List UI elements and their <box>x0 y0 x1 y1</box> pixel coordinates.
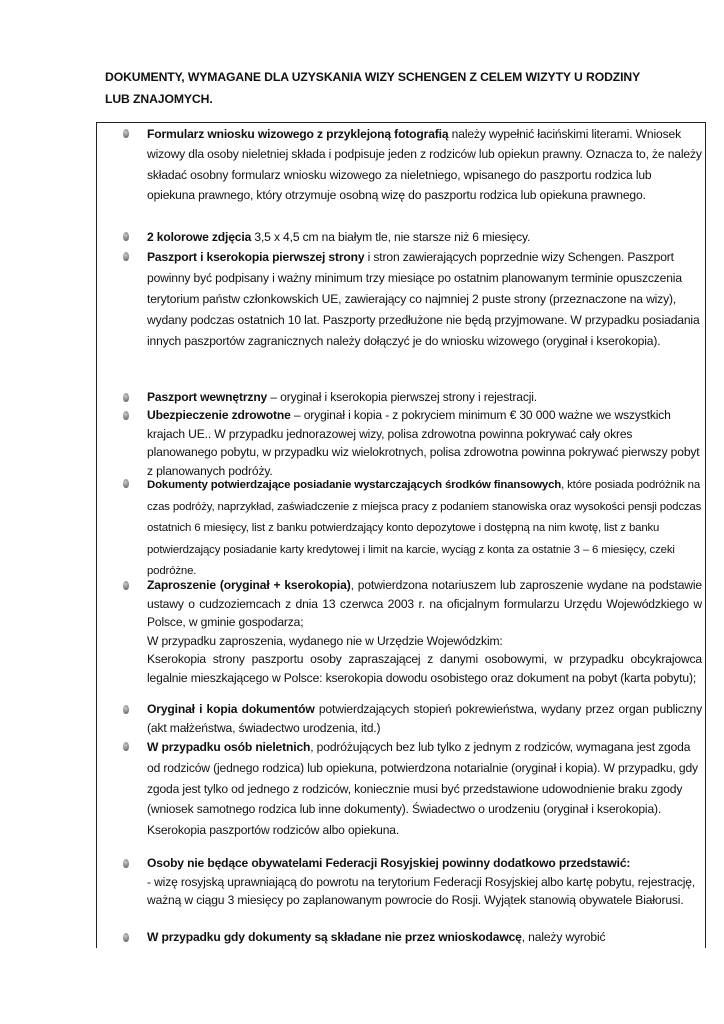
list-item-internal-passport <box>147 388 702 407</box>
item-heading: Paszport wewnętrzny <box>147 390 268 404</box>
item-heading: Zaproszenie (oryginał + kserokopia) <box>147 578 351 592</box>
list-item-minors <box>147 737 702 841</box>
bullet-icon <box>123 252 129 261</box>
item-heading: Oryginał i kopia dokumentów <box>147 702 315 716</box>
list-item-third-party-submission <box>147 928 702 947</box>
list-item-invitation <box>147 576 702 688</box>
item-text: – oryginał i kopia - z pokryciem minimum € 30 000 ważne we wszystkich krajach UE.. W przypadku jednorazowej wizy, polisa zdrowotna powinna pokrywać cały okres planowanego pobytu, w przypadku wiz wielokrotnych, polisa zdrowotna powinna pokrywać pierwszy pobyt z planowanych podróży. <box>147 408 700 478</box>
item-text: - wizę rosyjską uprawniającą do powrotu na terytorium Federacji Rosyjskiej albo kartę pobytu, rejestrację, ważną w ciągu 3 miesięcy po zaplanowanym powrocie do Rosji. Wyjątek stanowią obywatele Białorusi. <box>147 874 696 908</box>
list-item-financial-means <box>147 474 702 582</box>
item-heading: Formularz wniosku wizowego z przyklejoną fotografią <box>147 127 449 141</box>
item-heading: 2 kolorowe zdjęcia <box>147 230 252 244</box>
bullet-icon <box>123 479 129 488</box>
bullet-icon <box>123 232 129 241</box>
bullet-icon <box>123 129 129 138</box>
list-item-kinship-documents <box>147 700 702 737</box>
bullet-icon <box>123 742 129 751</box>
item-text: i stron zawierających poprzednie wizy Schengen. Paszport powinny być podpisany i ważny minimum trzy miesiące po ostatnim planowanym terminie opuszczenia terytorium państw członkowskich UE, zawierający co najmniej 2 puste strony (przeznaczone na wizy), wydany podczas ostatnich 10 lat. Paszporty przedłużone nie będą przyjmowane. W przypadku posiadania innych paszportów zagranicznych należy dołączyć je do wniosku wizowego (oryginał i kserokopia). <box>147 250 700 348</box>
item-heading: W przypadku gdy dokumenty są składane nie przez wnioskodawcę <box>147 930 522 944</box>
bullet-icon <box>123 581 129 590</box>
item-heading: Paszport i kserokopia pierwszej strony <box>147 250 365 264</box>
bullet-icon <box>123 705 129 714</box>
item-heading: W przypadku osób nieletnich <box>147 740 311 754</box>
item-text: należy wypełnić łacińskimi literami. Wniosek wizowy dla osoby nieletniej składa i podpisuje jeden z rodziców lub opiekun prawny. Oznacza to, że należy składać osobny formularz wniosku wizowego za nieletniego, wpisanego do paszportu rodzica lub opiekuna prawnego, który otrzymuje osobną wizę do paszportu rodzica lub opiekuna prawnego. <box>147 127 702 203</box>
item-text: , podróżujących bez lub tylko z jednym z rodziców, wymagana jest zgoda od rodziców (jednego rodzica) lub opiekuna, potwierdzona notarialnie (oryginał i kopia). W przypadku, gdy zgoda jest tylko od jednego z rodziców, koniecznie musi być przedstawione udowodnienie braku zgody (wniosek samotnego rodzica lub inne dokumenty). Świadectwo o urodzeniu (oryginał i kserokopia). Kserokopia paszportów rodziców albo opiekuna. <box>147 740 698 838</box>
requirements-box <box>96 122 706 948</box>
item-text-tertiary: Kserokopia strony paszportu osoby zapraszającej z danymi osobowymi, w przypadku obcykrajowca legalnie mieszkającego w Polsce: kserokopia dowodu osobistego oraz dokument na pobyt (karta pobytu); <box>147 652 702 685</box>
bullet-icon <box>123 393 129 402</box>
list-item-application-form <box>147 124 702 206</box>
item-heading: Ubezpieczenie zdrowotne <box>147 408 291 422</box>
item-text: – oryginał i kserokopia pierwszej strony i rejestracji. <box>267 390 538 404</box>
item-text: 3,5 x 4,5 cm na białym tle, nie starsze niż 6 miesięcy. <box>251 230 531 244</box>
page-title: DOKUMENTY, WYMAGANE DLA UZYSKANIA WIZY SCHENGEN Z CELEM WIZYTY U RODZINY LUB ZNAJOMYCH. <box>105 70 640 106</box>
bullet-icon <box>123 411 129 420</box>
list-item-photos <box>147 227 702 247</box>
item-text-secondary: W przypadku zaproszenia, wydanego nie w Urzędzie Wojewódzkim: <box>147 633 503 648</box>
item-text: , które posiada podróżnik na czas podróży, naprzykład, zaświadczenie z miejsca pracy z podaniem stanowiska oraz wysokości pensji podczas ostatnich 6 miesięcy, list z banku potwierdzający konto depozytowe i dostępną na nim kwotę, list z banku potwierdzający posiadanie karty kredytowej i limit na karcie, wyciąg z konta za ostatnie 3 – 6 miesięcy, czeki podróżne. <box>147 479 702 578</box>
bullet-icon <box>123 859 129 868</box>
item-text: , potwierdzona notariuszem lub zaproszenie wydane na podstawie ustawy o cudzoziemcach z dnia 13 czerwca 2003 r. na oficjalnym formularzu Urzędu Wojewódzkiego w Polsce, w gminie gospodarza; <box>147 578 702 630</box>
bullet-icon <box>123 933 129 942</box>
item-heading: Osoby nie będące obywatelami Federacji Rosyjskiej powinny dodatkowo przedstawić: <box>147 856 631 870</box>
item-text: potwierdzających stopień pokrewieństwa, wydany przez organ publiczny (akt małżeństwa, świadectwo urodzenia, itd.) <box>147 702 702 735</box>
list-item-non-russian-citizens <box>147 854 702 910</box>
item-heading: Dokumenty potwierdzające posiadanie wystarczających środków finansowych <box>147 479 562 491</box>
list-item-health-insurance <box>147 406 702 480</box>
item-text: , należy wyrobić <box>521 930 606 944</box>
list-item-passport <box>147 247 702 352</box>
